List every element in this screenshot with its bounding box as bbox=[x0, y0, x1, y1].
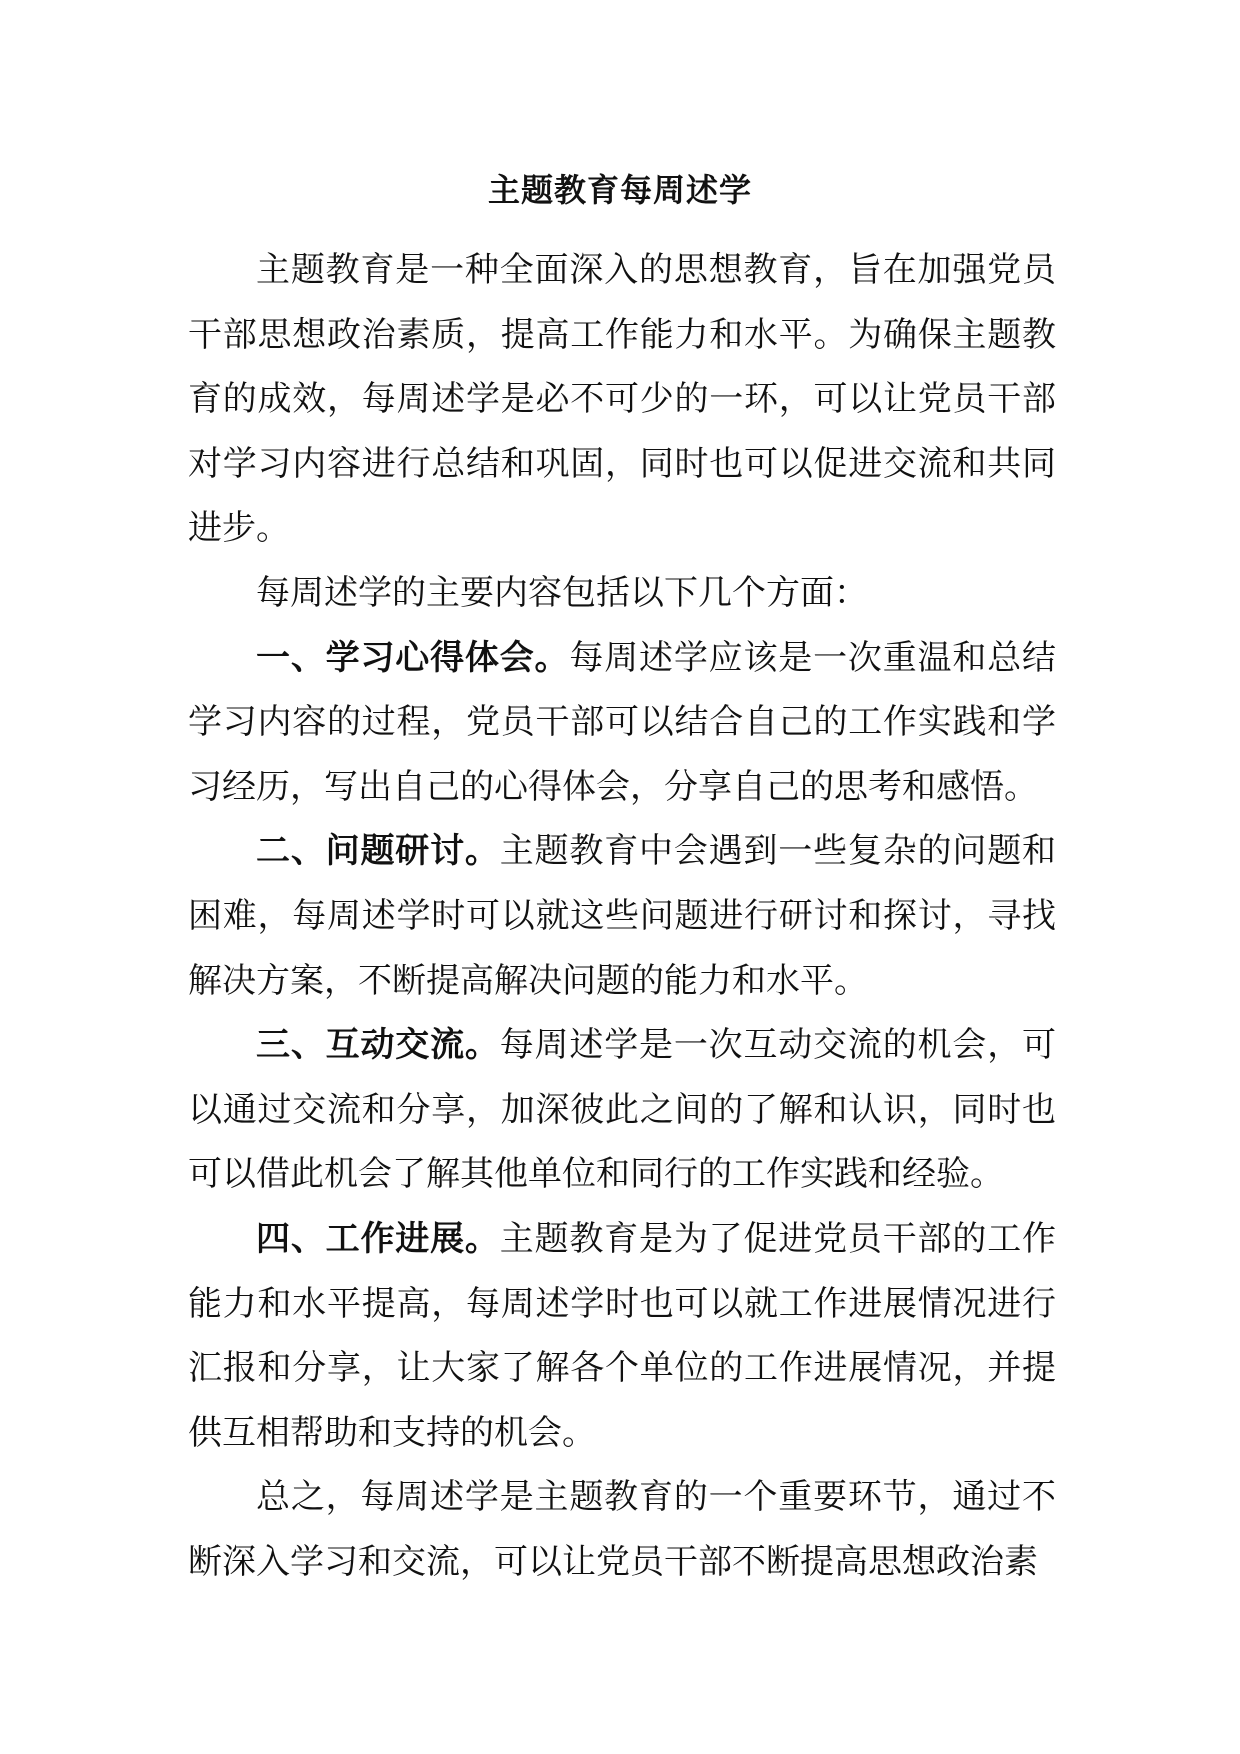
document-body bbox=[188, 238, 1056, 1594]
paragraph-text: 主题教育中会遇到一些复杂的问题和困难，每周述学时可以就这些问题进行研讨和探讨，寻找解决方案，不断提高解决问题的能力和水平。 bbox=[188, 831, 1057, 1001]
paragraph-text: 每周述学的主要内容包括以下几个方面： bbox=[256, 572, 868, 613]
paragraph-section-1 bbox=[188, 626, 1056, 820]
paragraph-text: 总之，每周述学是主题教育的一个重要环节，通过不断深入学习和交流，可以让党员干部不断提高思想政治素 bbox=[188, 1477, 1056, 1582]
paragraph-conclusion bbox=[188, 1465, 1056, 1594]
paragraph-section-3 bbox=[188, 1013, 1056, 1207]
paragraph-section-2 bbox=[188, 819, 1056, 1013]
paragraph-section-4 bbox=[188, 1207, 1056, 1465]
paragraph-text: 每周述学是一次互动交流的机会，可以通过交流和分享，加深彼此之间的了解和认识，同时也可以借此机会了解其他单位和同行的工作实践和经验。 bbox=[188, 1025, 1057, 1195]
section-heading: 二、问题研讨。 bbox=[256, 831, 500, 872]
paragraph-text: 每周述学应该是一次重温和总结学习内容的过程，党员干部可以结合自己的工作实践和学习经历，写出自己的心得体会，分享自己的思考和感悟。 bbox=[188, 637, 1057, 807]
paragraph-text: 主题教育是为了促进党员干部的工作能力和水平提高，每周述学时也可以就工作进展情况进行汇报和分享，让大家了解各个单位的工作进展情况，并提供互相帮助和支持的机会。 bbox=[188, 1218, 1057, 1453]
section-heading: 四、工作进展。 bbox=[256, 1218, 500, 1259]
paragraph-text: 主题教育是一种全面深入的思想教育，旨在加强党员干部思想政治素质，提高工作能力和水平。为确保主题教育的成效，每周述学是必不可少的一环，可以让党员干部对学习内容进行总结和巩固，同时也可以促进交流和共同进步。 bbox=[188, 250, 1056, 549]
section-heading: 三、互动交流。 bbox=[256, 1025, 500, 1066]
section-heading: 一、学习心得体会。 bbox=[256, 637, 570, 678]
document-title: 主题教育每周述学 bbox=[487, 171, 752, 209]
paragraph-overview bbox=[188, 561, 1056, 626]
paragraph-intro bbox=[188, 238, 1056, 561]
